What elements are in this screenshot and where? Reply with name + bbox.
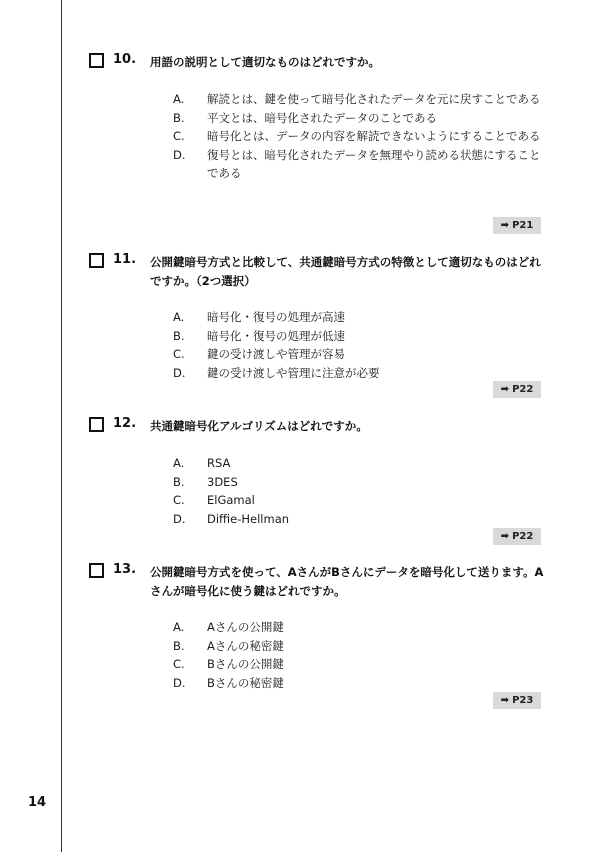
option-b bbox=[173, 637, 545, 656]
option-text: Bさんの公開鍵 bbox=[207, 657, 284, 671]
option-text: 解読とは、鍵を使って暗号化されたデータを元に戻すことである bbox=[207, 92, 541, 106]
question-number: 11. bbox=[113, 252, 137, 267]
option-list bbox=[173, 454, 545, 528]
page-reference-button[interactable] bbox=[493, 528, 541, 545]
option-text: ElGamal bbox=[207, 493, 255, 507]
question-13 bbox=[89, 561, 544, 706]
option-list bbox=[173, 90, 545, 183]
option-list bbox=[173, 308, 545, 382]
option-text: 暗号化・復号の処理が低速 bbox=[207, 328, 345, 343]
question-number: 12. bbox=[113, 416, 137, 431]
arrow-right-icon: ➡ bbox=[500, 695, 510, 706]
option-c bbox=[173, 345, 545, 364]
page-number: 14 bbox=[28, 795, 47, 810]
option-a bbox=[173, 308, 545, 327]
option-letter: D. bbox=[173, 365, 186, 380]
option-text: 暗号化・復号の処理が高速 bbox=[207, 310, 345, 324]
option-text: 鍵の受け渡しや管理に注意が必要 bbox=[207, 365, 380, 380]
option-text: 復号とは、暗号化されたデータを無理やり読める状態にすることである bbox=[207, 147, 541, 180]
option-d bbox=[173, 146, 545, 183]
option-text: Aさんの公開鍵 bbox=[207, 620, 284, 634]
question-checkbox[interactable] bbox=[89, 563, 104, 578]
arrow-right-icon: ➡ bbox=[500, 220, 510, 231]
option-letter: B. bbox=[173, 110, 185, 125]
option-text: Diffie-Hellman bbox=[207, 511, 290, 526]
question-text: 用語の説明として適切なものはどれですか。 bbox=[150, 55, 380, 69]
question-number: 10. bbox=[113, 52, 137, 67]
option-text: RSA bbox=[207, 456, 231, 470]
option-letter: A. bbox=[173, 620, 185, 634]
option-a bbox=[173, 618, 545, 637]
option-c bbox=[173, 491, 545, 510]
page-reference-label: P21 bbox=[512, 220, 534, 231]
option-letter: D. bbox=[173, 675, 186, 690]
option-list bbox=[173, 618, 545, 692]
option-letter: C. bbox=[173, 129, 185, 143]
question-checkbox[interactable] bbox=[89, 417, 104, 432]
option-b bbox=[173, 109, 545, 128]
question-checkbox[interactable] bbox=[89, 53, 104, 68]
option-a bbox=[173, 90, 545, 109]
option-text: 鍵の受け渡しや管理が容易 bbox=[207, 347, 345, 361]
option-text: 平文とは、暗号化されたデータのことである bbox=[207, 110, 437, 125]
question-text: 公開鍵暗号方式を使って、AさんがBさんにデータを暗号化して送ります。Aさんが暗号化に使う鍵はどれですか。 bbox=[150, 565, 544, 598]
arrow-right-icon: ➡ bbox=[500, 531, 510, 542]
page-reference-label: P22 bbox=[512, 384, 534, 395]
option-b bbox=[173, 473, 545, 492]
option-d bbox=[173, 674, 545, 693]
option-letter: A. bbox=[173, 92, 185, 106]
question-header bbox=[89, 415, 544, 435]
question-header bbox=[89, 251, 544, 288]
question-10 bbox=[89, 51, 544, 231]
option-c bbox=[173, 655, 545, 674]
page-reference-label: P23 bbox=[512, 695, 534, 706]
question-text: 共通鍵暗号化アルゴリズムはどれですか。 bbox=[150, 419, 368, 433]
question-12 bbox=[89, 415, 544, 542]
question-header bbox=[89, 51, 544, 71]
question-header bbox=[89, 561, 544, 598]
question-text: 公開鍵暗号方式と比較して、共通鍵暗号方式の特徴として適切なものはどれですか。（2つ選択） bbox=[150, 255, 541, 288]
arrow-right-icon: ➡ bbox=[500, 384, 510, 395]
option-letter: A. bbox=[173, 310, 185, 324]
option-text: Bさんの秘密鍵 bbox=[207, 675, 284, 690]
option-b bbox=[173, 327, 545, 346]
option-d bbox=[173, 364, 545, 383]
page-reference-label: P22 bbox=[512, 531, 534, 542]
option-letter: C. bbox=[173, 347, 185, 361]
page-reference-button[interactable] bbox=[493, 381, 541, 398]
option-letter: A. bbox=[173, 456, 185, 470]
option-text: Aさんの秘密鍵 bbox=[207, 638, 284, 653]
option-letter: C. bbox=[173, 493, 185, 507]
option-letter: B. bbox=[173, 638, 185, 653]
question-checkbox[interactable] bbox=[89, 253, 104, 268]
option-a bbox=[173, 454, 545, 473]
option-letter: D. bbox=[173, 147, 186, 162]
question-11 bbox=[89, 251, 544, 395]
option-c bbox=[173, 127, 545, 146]
margin-rule bbox=[61, 0, 62, 852]
option-letter: B. bbox=[173, 328, 185, 343]
question-number: 13. bbox=[113, 562, 137, 577]
page-reference-button[interactable] bbox=[493, 217, 541, 234]
option-letter: C. bbox=[173, 657, 185, 671]
option-letter: B. bbox=[173, 474, 185, 489]
option-d bbox=[173, 510, 545, 529]
option-letter: D. bbox=[173, 511, 186, 526]
page-reference-button[interactable] bbox=[493, 692, 541, 709]
option-text: 3DES bbox=[207, 474, 238, 489]
option-text: 暗号化とは、データの内容を解読できないようにすることである bbox=[207, 129, 541, 143]
